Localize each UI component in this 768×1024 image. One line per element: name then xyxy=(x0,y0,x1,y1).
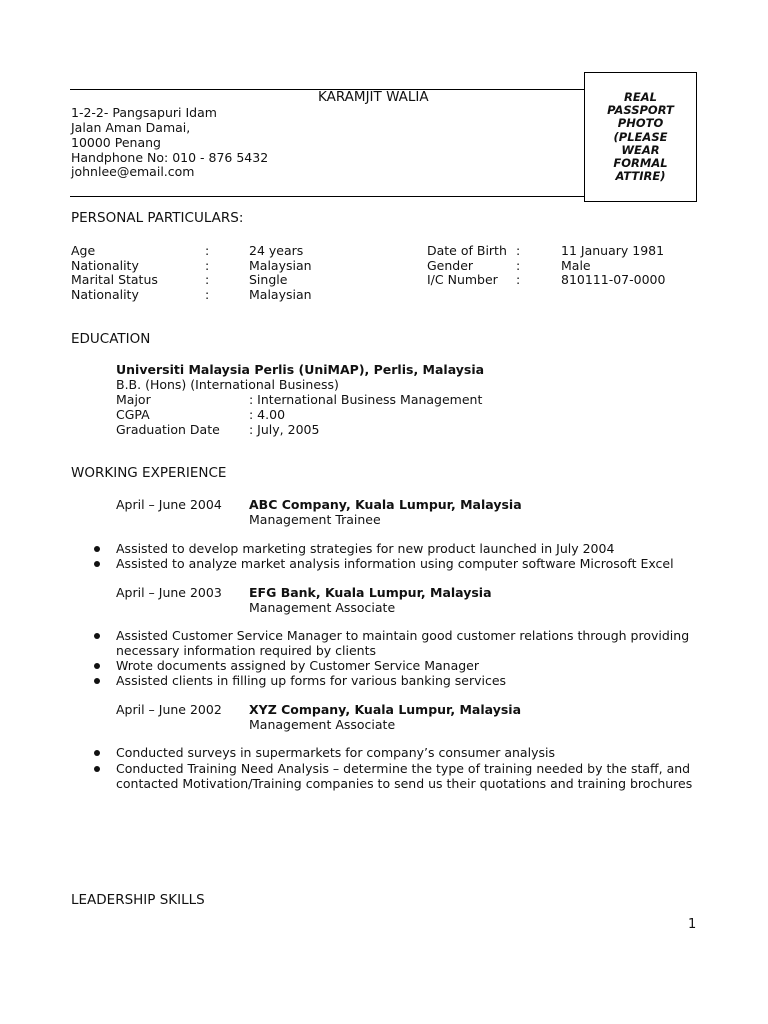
education-heading: EDUCATION xyxy=(71,331,151,347)
leadership-heading: LEADERSHIP SKILLS xyxy=(71,892,205,908)
job-title: Management Associate xyxy=(249,600,396,615)
job-bullet: Conducted Training Need Analysis – determine the type of training needed by the staff, and contacted Motivation/Training companies to send us their quotations and training brochures xyxy=(116,761,693,791)
job-title: Management Associate xyxy=(249,717,396,732)
address-line: 1-2-2- Pangsapuri Idam xyxy=(71,105,217,120)
education-label: CGPA xyxy=(116,407,150,422)
personal-sep: : xyxy=(516,258,521,273)
email-line: johnlee@email.com xyxy=(71,164,195,179)
address-line: Jalan Aman Damai, xyxy=(71,120,191,135)
job-bullet: Assisted to analyze market analysis information using computer software Microsoft Excel xyxy=(116,556,674,571)
job-company: XYZ Company, Kuala Lumpur, Malaysia xyxy=(249,702,522,717)
degree-name: B.B. (Hons) (International Business) xyxy=(116,377,339,392)
job-bullet: Assisted Customer Service Manager to maintain good customer relations through providing necessary information required by clients xyxy=(116,628,690,658)
bullet-icon xyxy=(94,766,100,772)
job-period: April – June 2002 xyxy=(116,702,222,717)
personal-label: Nationality xyxy=(71,258,139,273)
candidate-name: KARAMJIT WALIA xyxy=(318,89,429,105)
education-label: Graduation Date xyxy=(116,422,220,437)
photo-text-line: (PLEASE xyxy=(613,129,668,144)
experience-heading: WORKING EXPERIENCE xyxy=(71,465,227,481)
personal-value: Male xyxy=(561,258,591,273)
personal-value: Malaysian xyxy=(249,287,312,302)
education-value: : International Business Management xyxy=(249,392,483,407)
photo-text-line: ATTIRE) xyxy=(615,169,666,184)
bullet-icon xyxy=(94,678,100,684)
job-company: ABC Company, Kuala Lumpur, Malaysia xyxy=(249,497,522,512)
bullet-icon xyxy=(94,663,100,669)
bullet-icon xyxy=(94,561,100,567)
job-bullet: Conducted surveys in supermarkets for company’s consumer analysis xyxy=(116,745,555,760)
personal-sep: : xyxy=(516,243,521,258)
job-period: April – June 2003 xyxy=(116,585,222,600)
personal-label: I/C Number xyxy=(427,272,498,287)
address-line: 10000 Penang xyxy=(71,135,161,150)
personal-label: Date of Birth xyxy=(427,243,507,258)
bullet-icon xyxy=(94,633,100,639)
personal-label: Age xyxy=(71,243,96,258)
personal-value: Single xyxy=(249,272,288,287)
bullet-icon xyxy=(94,546,100,552)
photo-instructions xyxy=(585,91,696,183)
phone-line: Handphone No: 010 - 876 5432 xyxy=(71,150,269,165)
photo-text-line: PASSPORT xyxy=(607,103,674,118)
job-bullet: Wrote documents assigned by Customer Service Manager xyxy=(116,658,480,673)
personal-label: Gender xyxy=(427,258,474,273)
passport-photo-placeholder xyxy=(584,72,697,202)
personal-value: 11 January 1981 xyxy=(561,243,665,258)
education-value: : 4.00 xyxy=(249,407,286,422)
page-number: 1 xyxy=(688,917,697,932)
personal-heading: PERSONAL PARTICULARS: xyxy=(71,210,244,226)
photo-text-line: FORMAL xyxy=(613,156,668,171)
bullet-icon xyxy=(94,750,100,756)
photo-text-line: REAL xyxy=(624,90,657,104)
institution-name: Universiti Malaysia Perlis (UniMAP), Perlis, Malaysia xyxy=(116,362,485,377)
job-period: April – June 2004 xyxy=(116,497,222,512)
photo-text-line: WEAR xyxy=(621,142,660,157)
job-bullet: Assisted to develop marketing strategies for new product launched in July 2004 xyxy=(116,541,615,556)
personal-label: Nationality xyxy=(71,287,139,302)
job-bullet: Assisted clients in filling up forms for various banking services xyxy=(116,673,507,688)
personal-value: Malaysian xyxy=(249,258,312,273)
education-value: : July, 2005 xyxy=(249,422,320,437)
education-label: Major xyxy=(116,392,151,407)
personal-sep: : xyxy=(205,243,210,258)
personal-value: 810111-07-0000 xyxy=(561,272,666,287)
personal-sep: : xyxy=(205,287,210,302)
personal-sep: : xyxy=(516,272,521,287)
photo-text-line: PHOTO xyxy=(617,116,664,131)
job-company: EFG Bank, Kuala Lumpur, Malaysia xyxy=(249,585,492,600)
personal-label: Marital Status xyxy=(71,272,158,287)
header-bottom-rule xyxy=(70,196,584,197)
personal-sep: : xyxy=(205,272,210,287)
personal-sep: : xyxy=(205,258,210,273)
job-title: Management Trainee xyxy=(249,512,381,527)
personal-value: 24 years xyxy=(249,243,304,258)
